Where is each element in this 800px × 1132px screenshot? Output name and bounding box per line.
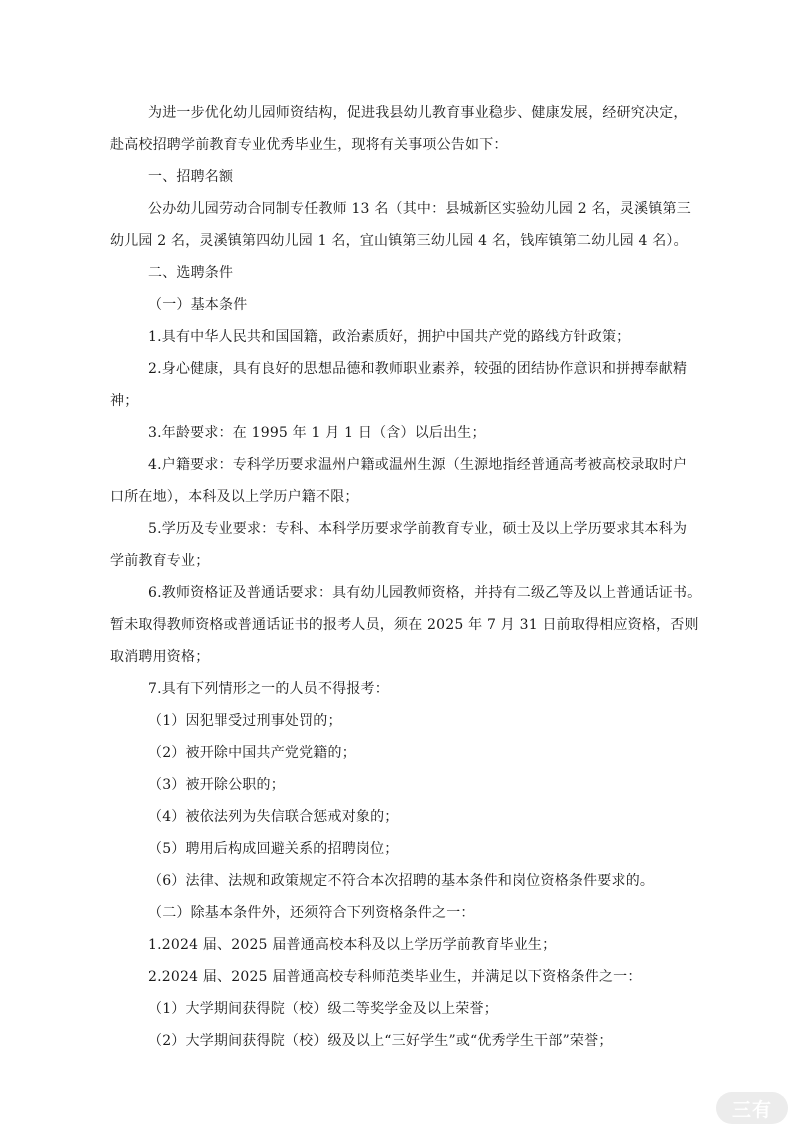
list-item: 2.身心健康，具有良好的思想品德和教师职业素养，较强的团结协作意识和拼搏奉献精 (148, 361, 688, 377)
section-heading: 二、选聘条件 (148, 265, 234, 281)
paragraph-line: 公办幼儿园劳动合同制专任教师 13 名（其中：县城新区实验幼儿园 2 名，灵溪镇第三 (148, 201, 691, 217)
list-item: （6）法律、法规和政策规定不符合本次招聘的基本条件和岗位资格条件要求的。 (148, 873, 655, 889)
list-item: 1.2024 届、2025 届普通高校本科及以上学历学前教育毕业生； (148, 937, 557, 953)
paragraph-line: 幼儿园 2 名，灵溪镇第四幼儿园 1 名，宜山镇第三幼儿园 4 名，钱库镇第二幼儿园 4 名）。 (110, 233, 688, 249)
list-item: 1.具有中华人民共和国国籍，政治素质好，拥护中国共产党的路线方针政策； (148, 329, 631, 345)
list-item: 2.2024 届、2025 届普通高校专科师范类毕业生，并满足以下资格条件之一： (148, 969, 642, 985)
paragraph-line: 暂未取得教师资格或普通话证书的报考人员，须在 2025 年 7 月 31 日前取得相应资格，否则 (110, 617, 699, 633)
list-item: （4）被依法列为失信联合惩戒对象的； (148, 809, 399, 825)
paragraph-line: 口所在地），本科及以上学历户籍不限； (110, 489, 359, 505)
subsection-heading: （二）除基本条件外，还须符合下列资格条件之一： (148, 905, 475, 921)
list-item: （1）大学期间获得院（校）级二等奖学金及以上荣誉； (148, 1001, 498, 1017)
paragraph-line: 学前教育专业； (110, 553, 210, 569)
section-heading: 一、招聘名额 (148, 169, 234, 185)
list-item: （1）因犯罪受过刑事处罚的； (148, 713, 342, 729)
paragraph-line: 赴高校招聘学前教育专业优秀毕业生，现将有关事项公告如下： (110, 137, 508, 153)
list-item: 5.学历及专业要求：专科、本科学历要求学前教育专业，硕士及以上学历要求其本科为 (148, 521, 688, 537)
subsection-heading: （一）基本条件 (148, 297, 248, 313)
watermark-text: 三有 (731, 1098, 772, 1121)
list-item: （5）聘用后构成回避关系的招聘岗位； (148, 841, 399, 857)
paragraph-line: 取消聘用资格； (110, 649, 210, 665)
list-item: （3）被开除公职的； (148, 777, 285, 793)
list-item: 7.具有下列情形之一的人员不得报考： (148, 681, 389, 697)
list-item: 4.户籍要求：专科学历要求温州户籍或温州生源（生源地指经普通高考被高校录取时户 (148, 457, 688, 473)
list-item: 6.教师资格证及普通话要求：具有幼儿园教师资格，并持有二级乙等及以上普通话证书。 (148, 585, 702, 601)
paragraph-line: 神； (110, 393, 139, 409)
list-item: （2）大学期间获得院（校）级及以上“三好学生”或“优秀学生干部”荣誉； (148, 1033, 613, 1049)
list-item: （2）被开除中国共产党党籍的； (148, 745, 356, 761)
paragraph-line: 为进一步优化幼儿园师资结构，促进我县幼儿教育事业稳步、健康发展，经研究决定， (148, 105, 688, 121)
list-item: 3.年龄要求：在 1995 年 1 月 1 日（含）以后出生； (148, 425, 486, 441)
watermark-logo (716, 1092, 788, 1124)
